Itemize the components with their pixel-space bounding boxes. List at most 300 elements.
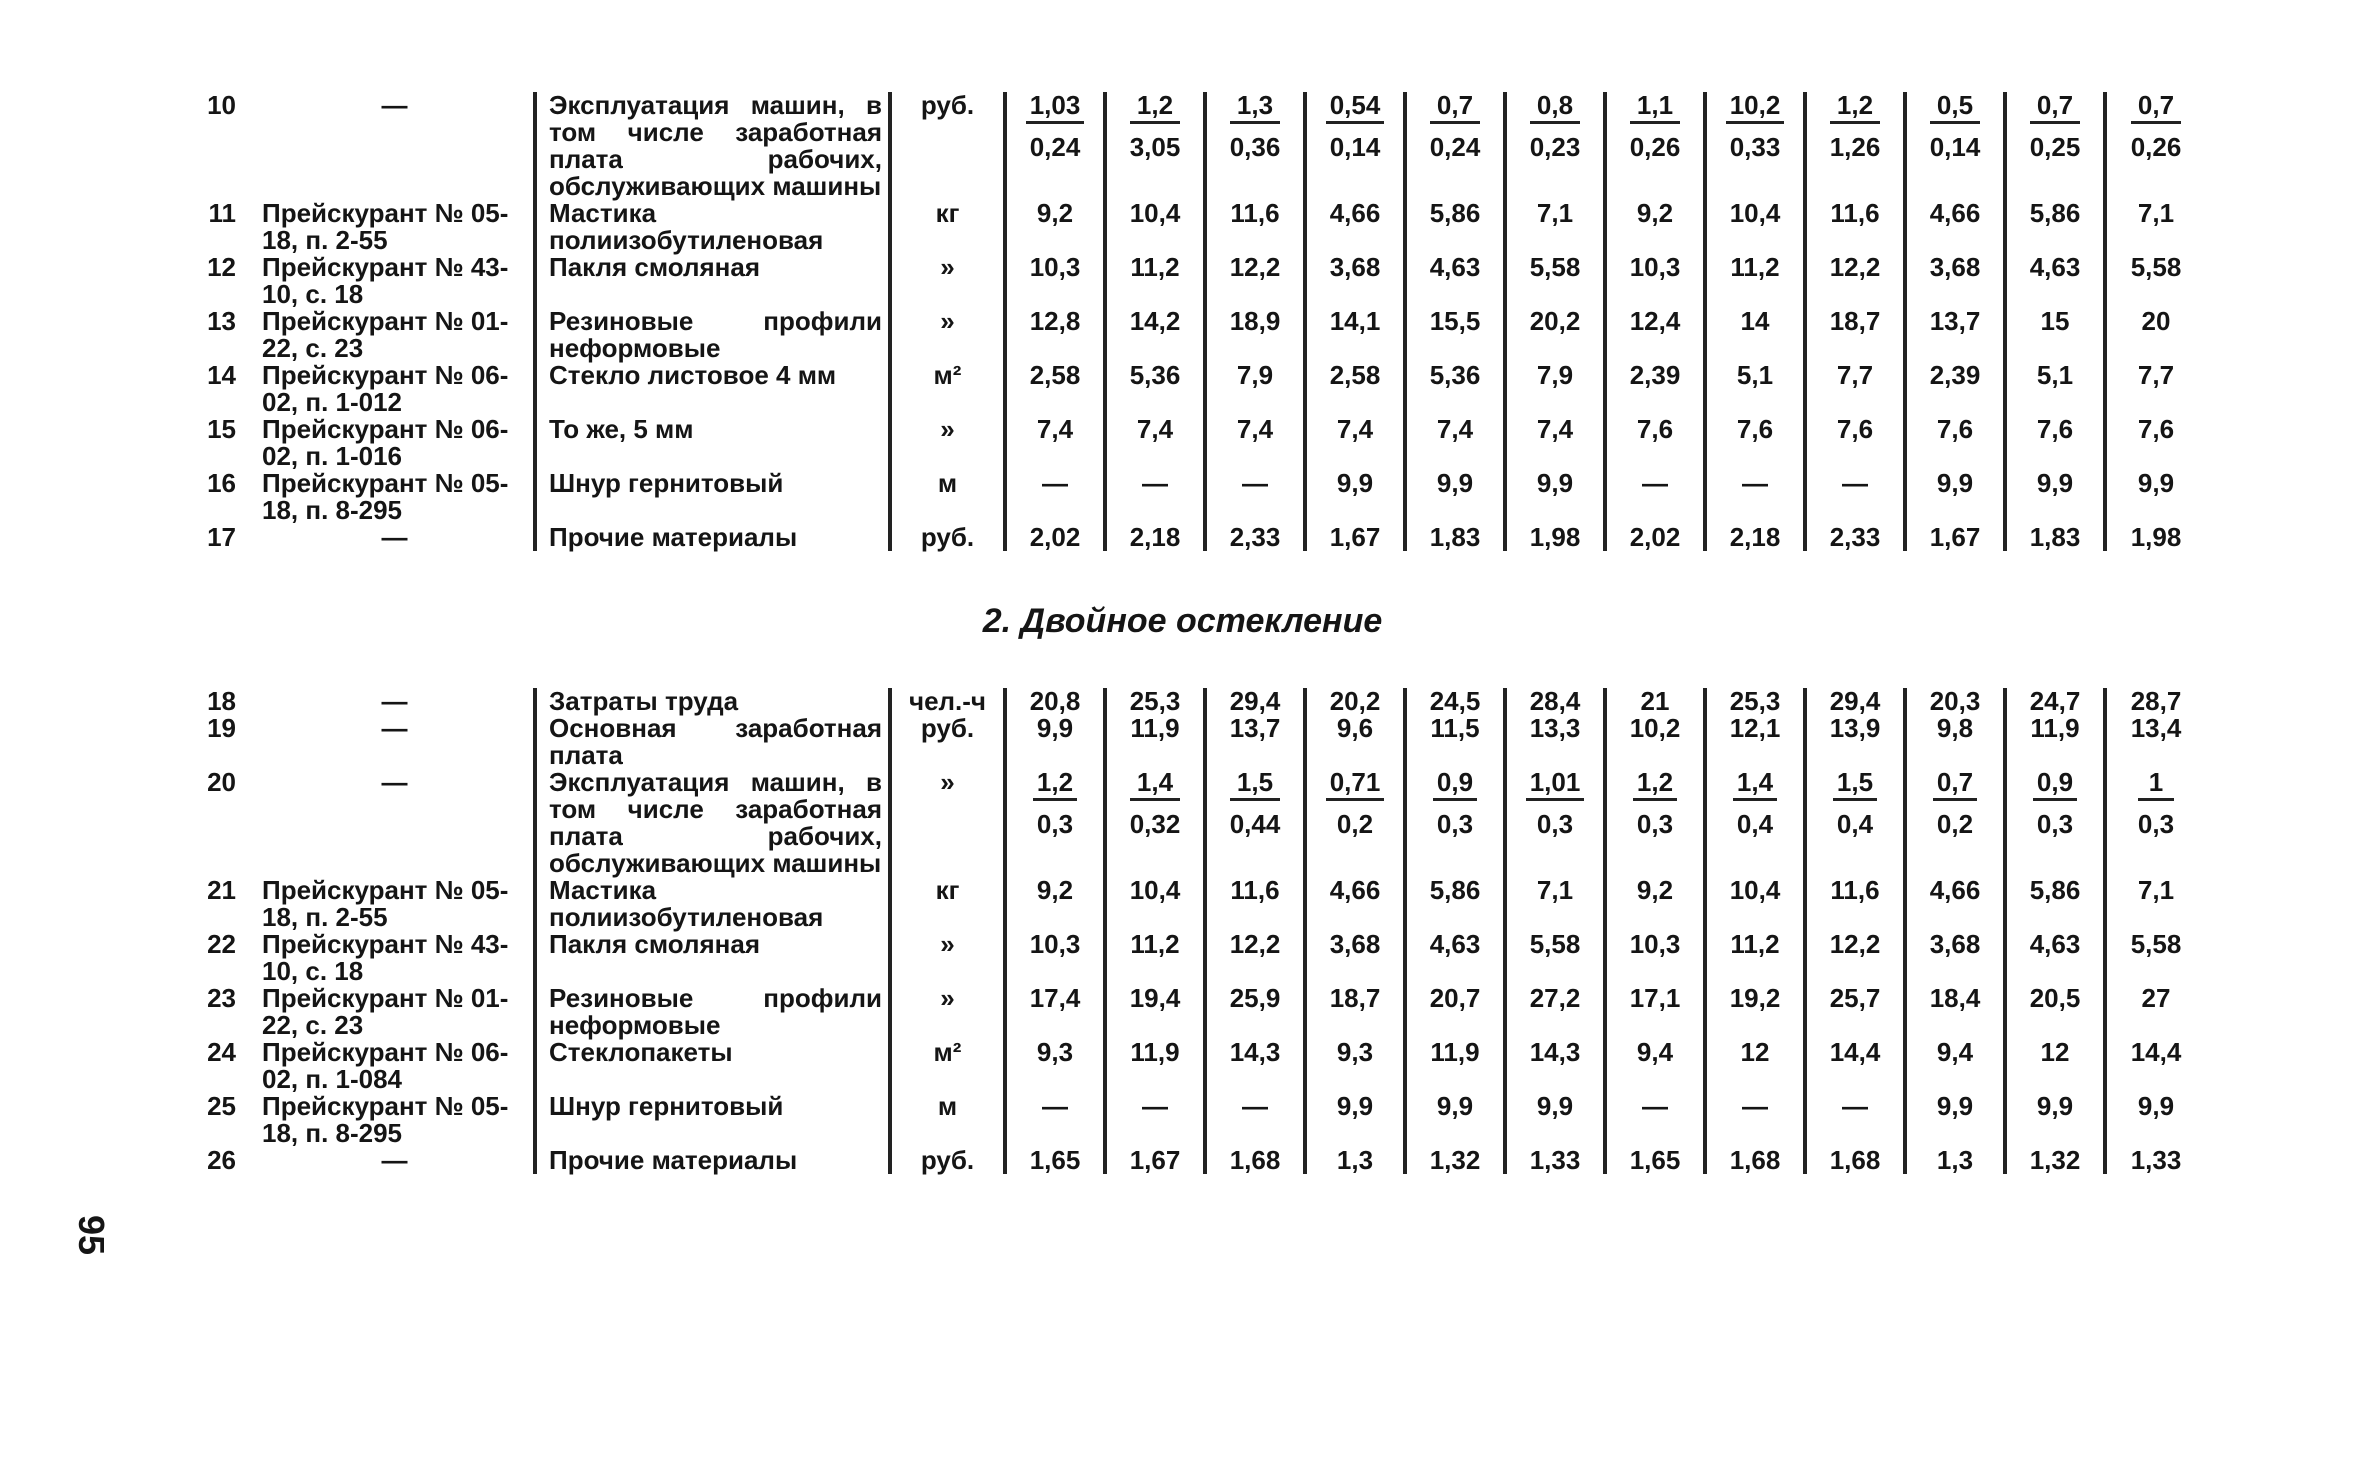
value-cell: 21 bbox=[1605, 688, 1705, 715]
value-cell: 25,7 bbox=[1805, 985, 1905, 1039]
resource-name: Резиновые профили неформовые bbox=[535, 308, 890, 362]
fraction-total: 0,54 bbox=[1326, 92, 1385, 124]
value-cell: 7,4 bbox=[1105, 416, 1205, 470]
table-row bbox=[180, 362, 2205, 416]
fraction-wage-part: 1,26 bbox=[1829, 132, 1881, 162]
value-cell: 13,3 bbox=[1505, 715, 1605, 769]
fraction-value bbox=[1530, 92, 1581, 161]
resource-name: Мастика полиизобутиленовая bbox=[535, 200, 890, 254]
value-cell: 7,1 bbox=[1505, 200, 1605, 254]
fraction-total: 1,01 bbox=[1526, 769, 1585, 801]
value-cell: 11,9 bbox=[1105, 715, 1205, 769]
fraction-wage-part: 0,36 bbox=[1229, 132, 1281, 162]
value-cell: 19,2 bbox=[1705, 985, 1805, 1039]
value-cell: 4,66 bbox=[1305, 877, 1405, 931]
value-cell: 1,67 bbox=[1905, 524, 2005, 551]
unit-of-measure: кг bbox=[890, 200, 1005, 254]
value-cell: 3,68 bbox=[1905, 931, 2005, 985]
value-cell: 14,3 bbox=[1205, 1039, 1305, 1093]
value-cell: 9,9 bbox=[1305, 470, 1405, 524]
value-cell: 11,6 bbox=[1205, 877, 1305, 931]
value-cell: 12,8 bbox=[1005, 308, 1105, 362]
fraction-value bbox=[1733, 769, 1777, 838]
row-number: 20 bbox=[207, 767, 236, 797]
value-cell: 10,4 bbox=[1105, 200, 1205, 254]
fraction-value bbox=[1933, 769, 1977, 838]
value-cell: 3,68 bbox=[1305, 931, 1405, 985]
section-title: 2. Двойное остекление bbox=[982, 602, 1383, 640]
value-cell: 9,9 bbox=[1505, 1093, 1605, 1147]
value-cell: 7,1 bbox=[1505, 877, 1605, 931]
fraction-value bbox=[1526, 769, 1585, 838]
value-cell: 13,7 bbox=[1205, 715, 1305, 769]
value-cell: 17,4 bbox=[1005, 985, 1105, 1039]
value-cell: 5,58 bbox=[1505, 254, 1605, 308]
table-row bbox=[180, 931, 2205, 985]
fraction-wage-part: 0,14 bbox=[1329, 132, 1381, 162]
value-cell: 7,4 bbox=[1305, 416, 1405, 470]
price-list-reference: Прейскурант № 43-10, с. 18 bbox=[250, 931, 535, 985]
fraction-wage-part: 0,32 bbox=[1129, 809, 1181, 839]
resource-name: Прочие материалы bbox=[535, 1147, 890, 1174]
row-number: 12 bbox=[207, 252, 236, 282]
value-cell: 1,33 bbox=[1505, 1147, 1605, 1174]
value-cell: 28,7 bbox=[2130, 686, 2182, 716]
value-cell: 11,9 bbox=[2005, 715, 2105, 769]
unit-of-measure: » bbox=[890, 308, 1005, 362]
value-cell: 7,4 bbox=[1005, 416, 1105, 470]
value-cell bbox=[1605, 769, 1705, 877]
price-list-reference: Прейскурант № 05-18, п. 2-55 bbox=[250, 877, 535, 931]
value-cell: 7,7 bbox=[2137, 360, 2175, 390]
value-cell: 12,2 bbox=[1205, 931, 1305, 985]
fraction-wage-part: 0,2 bbox=[1336, 809, 1374, 839]
value-cell: 15,5 bbox=[1405, 308, 1505, 362]
row-number: 19 bbox=[207, 713, 236, 743]
value-cell: — bbox=[1105, 1093, 1205, 1147]
value-cell: 4,63 bbox=[2005, 254, 2105, 308]
fraction-total: 1 bbox=[2138, 769, 2174, 801]
value-cell: 7,7 bbox=[1805, 362, 1905, 416]
value-cell: 12 bbox=[2005, 1039, 2105, 1093]
value-cell: 1,65 bbox=[1005, 1147, 1105, 1174]
value-cell: 5,86 bbox=[1405, 200, 1505, 254]
value-cell: 1,67 bbox=[1105, 1147, 1205, 1174]
table1-body bbox=[180, 92, 2205, 551]
unit-of-measure: » bbox=[890, 985, 1005, 1039]
row-number: 18 bbox=[207, 686, 236, 716]
value-cell: — bbox=[1705, 470, 1805, 524]
value-cell: 7,1 bbox=[2137, 875, 2175, 905]
fraction-total: 0,7 bbox=[2131, 92, 2182, 124]
value-cell bbox=[1005, 769, 1105, 877]
value-cell bbox=[1405, 92, 1505, 200]
value-cell: 1,98 bbox=[2130, 522, 2182, 552]
resource-name: Резиновые профили неформовые bbox=[535, 985, 890, 1039]
unit-of-measure: м bbox=[890, 1093, 1005, 1147]
value-cell bbox=[1805, 92, 1905, 200]
resource-name: Шнур гернитовый bbox=[535, 1093, 890, 1147]
value-cell: — bbox=[1605, 470, 1705, 524]
value-cell bbox=[1505, 92, 1605, 200]
value-cell: 5,86 bbox=[1405, 877, 1505, 931]
value-cell: 1,3 bbox=[1905, 1147, 2005, 1174]
value-cell: 12,4 bbox=[1605, 308, 1705, 362]
value-cell: 2,18 bbox=[1705, 524, 1805, 551]
fraction-total: 0,9 bbox=[2033, 769, 2077, 801]
value-cell: 9,2 bbox=[1605, 200, 1705, 254]
value-cell: 12,2 bbox=[1205, 254, 1305, 308]
value-cell bbox=[1205, 769, 1305, 877]
value-cell bbox=[1205, 92, 1305, 200]
table-row bbox=[180, 715, 2205, 769]
value-cell: 1,83 bbox=[1405, 524, 1505, 551]
value-cell: — bbox=[1205, 1093, 1305, 1147]
value-cell: 1,98 bbox=[1505, 524, 1605, 551]
fraction-wage-part: 0,25 bbox=[2029, 132, 2081, 162]
fraction-value bbox=[1930, 92, 1981, 161]
value-cell: — bbox=[1005, 470, 1105, 524]
value-cell: 9,4 bbox=[1905, 1039, 2005, 1093]
price-list-reference: Прейскурант № 06-02, п. 1-016 bbox=[250, 416, 535, 470]
fraction-wage-part: 0,3 bbox=[1636, 809, 1674, 839]
unit-of-measure: » bbox=[890, 931, 1005, 985]
resource-name: То же, 5 мм bbox=[535, 416, 890, 470]
price-list-reference: — bbox=[250, 715, 535, 769]
fraction-total: 1,2 bbox=[1830, 92, 1881, 124]
value-cell: 11,2 bbox=[1105, 254, 1205, 308]
fraction-wage-part: 0,2 bbox=[1936, 809, 1974, 839]
value-cell: 9,9 bbox=[1905, 1093, 2005, 1147]
value-cell: 1,68 bbox=[1705, 1147, 1805, 1174]
value-cell: 4,63 bbox=[1405, 931, 1505, 985]
value-cell: — bbox=[1205, 470, 1305, 524]
table-row bbox=[180, 1093, 2205, 1147]
value-cell: 9,2 bbox=[1005, 200, 1105, 254]
fraction-wage-part: 0,44 bbox=[1229, 809, 1281, 839]
fraction-total: 1,2 bbox=[1633, 769, 1677, 801]
price-list-reference: — bbox=[250, 769, 535, 877]
unit-of-measure: руб. bbox=[890, 524, 1005, 551]
fraction-value bbox=[1833, 769, 1877, 838]
unit-of-measure: » bbox=[890, 254, 1005, 308]
value-cell bbox=[1005, 92, 1105, 200]
row-number: 25 bbox=[207, 1091, 236, 1121]
value-cell: — bbox=[1105, 470, 1205, 524]
table-row bbox=[180, 769, 2205, 877]
value-cell: 1,3 bbox=[1305, 1147, 1405, 1174]
fraction-value bbox=[1326, 769, 1385, 838]
fraction-total: 1,03 bbox=[1026, 92, 1085, 124]
value-cell: 7,6 bbox=[1905, 416, 2005, 470]
fraction-wage-part: 0,3 bbox=[2036, 809, 2074, 839]
fraction-value bbox=[1130, 92, 1181, 161]
unit-of-measure: руб. bbox=[890, 1147, 1005, 1174]
value-cell: 2,33 bbox=[1805, 524, 1905, 551]
value-cell: 4,66 bbox=[1305, 200, 1405, 254]
resource-name: Стекло листовое 4 мм bbox=[535, 362, 890, 416]
fraction-value bbox=[2030, 92, 2081, 161]
price-list-reference: Прейскурант № 43-10, с. 18 bbox=[250, 254, 535, 308]
value-cell: 14,1 bbox=[1305, 308, 1405, 362]
price-list-reference: Прейскурант № 06-02, п. 1-084 bbox=[250, 1039, 535, 1093]
value-cell: 19,4 bbox=[1105, 985, 1205, 1039]
fraction-wage-part: 0,26 bbox=[2130, 132, 2182, 162]
value-cell: 5,36 bbox=[1105, 362, 1205, 416]
value-cell: 9,2 bbox=[1605, 877, 1705, 931]
value-cell: 7,6 bbox=[1605, 416, 1705, 470]
fraction-value bbox=[1630, 92, 1681, 161]
value-cell: 9,3 bbox=[1005, 1039, 1105, 1093]
row-number: 22 bbox=[207, 929, 236, 959]
value-cell: 3,68 bbox=[1305, 254, 1405, 308]
value-cell: 5,58 bbox=[1505, 931, 1605, 985]
value-cell: 9,9 bbox=[2005, 1093, 2105, 1147]
row-number: 13 bbox=[207, 306, 236, 336]
value-cell: 10,3 bbox=[1605, 254, 1705, 308]
resource-name: Затраты труда bbox=[535, 688, 890, 715]
value-cell: 15 bbox=[2005, 308, 2105, 362]
value-cell: 9,9 bbox=[1505, 470, 1605, 524]
value-cell: 29,4 bbox=[1805, 688, 1905, 715]
value-cell: 5,58 bbox=[2130, 252, 2182, 282]
value-cell: 11,2 bbox=[1705, 254, 1805, 308]
fraction-wage-part: 0,4 bbox=[1736, 809, 1774, 839]
row-number: 11 bbox=[208, 198, 236, 228]
resource-name: Прочие материалы bbox=[535, 524, 890, 551]
fraction-value bbox=[2131, 92, 2182, 161]
value-cell: 5,1 bbox=[1705, 362, 1805, 416]
row-number: 26 bbox=[207, 1145, 236, 1175]
fraction-value bbox=[1430, 92, 1481, 161]
resource-name: Мастика полиизобутиленовая bbox=[535, 877, 890, 931]
value-cell: 12,2 bbox=[1805, 931, 1905, 985]
value-cell: 4,63 bbox=[2005, 931, 2105, 985]
value-cell: 9,9 bbox=[1305, 1093, 1405, 1147]
value-cell: 2,58 bbox=[1305, 362, 1405, 416]
value-cell: 7,6 bbox=[2005, 416, 2105, 470]
page-number: 95 bbox=[71, 1215, 112, 1256]
value-cell bbox=[1905, 769, 2005, 877]
table2-body bbox=[180, 688, 2205, 1174]
value-cell: 27 bbox=[2141, 983, 2171, 1013]
value-cell: 9,9 bbox=[1405, 470, 1505, 524]
value-cell: 14 bbox=[1705, 308, 1805, 362]
fraction-value bbox=[1326, 92, 1385, 161]
fraction-total: 1,1 bbox=[1630, 92, 1681, 124]
value-cell: 1,68 bbox=[1205, 1147, 1305, 1174]
value-cell: 9,3 bbox=[1305, 1039, 1405, 1093]
row-number: 15 bbox=[207, 414, 236, 444]
price-list-reference: Прейскурант № 05-18, п. 8-295 bbox=[250, 470, 535, 524]
value-cell: 10,3 bbox=[1005, 931, 1105, 985]
norms-table-double-glazing bbox=[180, 688, 2205, 1174]
value-cell: 28,4 bbox=[1505, 688, 1605, 715]
price-list-reference: — bbox=[250, 688, 535, 715]
value-cell: — bbox=[1005, 1093, 1105, 1147]
value-cell: 20,7 bbox=[1405, 985, 1505, 1039]
fraction-total: 0,9 bbox=[1433, 769, 1477, 801]
price-list-reference: — bbox=[250, 1147, 535, 1174]
value-cell bbox=[1105, 92, 1205, 200]
value-cell: 1,32 bbox=[1405, 1147, 1505, 1174]
unit-of-measure: руб. bbox=[890, 715, 1005, 769]
price-list-reference: Прейскурант № 05-18, п. 8-295 bbox=[250, 1093, 535, 1147]
value-cell: 2,33 bbox=[1205, 524, 1305, 551]
norms-table-single-glazing bbox=[180, 92, 2205, 551]
value-cell: 10,4 bbox=[1105, 877, 1205, 931]
value-cell: 24,5 bbox=[1405, 688, 1505, 715]
fraction-wage-part: 0,33 bbox=[1729, 132, 1781, 162]
fraction-wage-part: 3,05 bbox=[1129, 132, 1181, 162]
table-row bbox=[180, 308, 2205, 362]
value-cell: — bbox=[1605, 1093, 1705, 1147]
value-cell: 1,32 bbox=[2005, 1147, 2105, 1174]
fraction-value bbox=[1433, 769, 1477, 838]
value-cell: 18,7 bbox=[1305, 985, 1405, 1039]
value-cell: 20,2 bbox=[1305, 688, 1405, 715]
fraction-total: 1,5 bbox=[1833, 769, 1877, 801]
fraction-total: 1,4 bbox=[1130, 769, 1181, 801]
value-cell bbox=[2105, 769, 2205, 877]
value-cell: 29,4 bbox=[1205, 688, 1305, 715]
fraction-total: 0,7 bbox=[1933, 769, 1977, 801]
value-cell: 5,58 bbox=[2130, 929, 2182, 959]
value-cell: 11,9 bbox=[1105, 1039, 1205, 1093]
value-cell: 2,02 bbox=[1605, 524, 1705, 551]
table-row bbox=[180, 1039, 2205, 1093]
value-cell bbox=[2105, 92, 2205, 200]
value-cell: 7,9 bbox=[1205, 362, 1305, 416]
table-row bbox=[180, 416, 2205, 470]
fraction-value bbox=[2033, 769, 2077, 838]
fraction-total: 0,7 bbox=[2030, 92, 2081, 124]
value-cell: 18,9 bbox=[1205, 308, 1305, 362]
value-cell: 5,36 bbox=[1405, 362, 1505, 416]
price-list-reference: — bbox=[250, 92, 535, 200]
value-cell: 2,39 bbox=[1605, 362, 1705, 416]
value-cell: 2,02 bbox=[1005, 524, 1105, 551]
fraction-total: 1,2 bbox=[1130, 92, 1181, 124]
resource-name: Основная заработная плата bbox=[535, 715, 890, 769]
row-number: 10 bbox=[207, 90, 236, 120]
value-cell: — bbox=[1805, 470, 1905, 524]
table-row bbox=[180, 92, 2205, 200]
value-cell: 10,2 bbox=[1605, 715, 1705, 769]
fraction-total: 1,3 bbox=[1230, 92, 1281, 124]
value-cell: 7,6 bbox=[1705, 416, 1805, 470]
value-cell: 20,5 bbox=[2005, 985, 2105, 1039]
value-cell: 12,2 bbox=[1805, 254, 1905, 308]
value-cell: 1,68 bbox=[1805, 1147, 1905, 1174]
value-cell: 14,3 bbox=[1505, 1039, 1605, 1093]
row-number: 17 bbox=[207, 522, 236, 552]
value-cell: 27,2 bbox=[1505, 985, 1605, 1039]
value-cell: 2,39 bbox=[1905, 362, 2005, 416]
fraction-total: 0,8 bbox=[1530, 92, 1581, 124]
value-cell: 25,3 bbox=[1105, 688, 1205, 715]
value-cell: 25,9 bbox=[1205, 985, 1305, 1039]
resource-name: Эксплуатация машин, в том числе заработная плата рабочих, обслуживающих машины bbox=[535, 92, 890, 200]
price-list-reference: Прейскурант № 05-18, п. 2-55 bbox=[250, 200, 535, 254]
value-cell: 9,9 bbox=[1005, 715, 1105, 769]
value-cell: 20 bbox=[2141, 306, 2171, 336]
fraction-total: 0,7 bbox=[1430, 92, 1481, 124]
fraction-wage-part: 0,3 bbox=[1036, 809, 1074, 839]
fraction-wage-part: 0,3 bbox=[1536, 809, 1574, 839]
fraction-total: 1,4 bbox=[1733, 769, 1777, 801]
value-cell: 11,9 bbox=[1405, 1039, 1505, 1093]
resource-name: Шнур гернитовый bbox=[535, 470, 890, 524]
table-row bbox=[180, 688, 2205, 715]
value-cell: 9,4 bbox=[1605, 1039, 1705, 1093]
resource-name: Пакля смоляная bbox=[535, 931, 890, 985]
value-cell: 9,9 bbox=[1405, 1093, 1505, 1147]
fraction-total: 0,5 bbox=[1930, 92, 1981, 124]
value-cell: 11,2 bbox=[1705, 931, 1805, 985]
value-cell bbox=[1405, 769, 1505, 877]
value-cell bbox=[1305, 92, 1405, 200]
value-cell: 2,58 bbox=[1005, 362, 1105, 416]
value-cell: 18,7 bbox=[1805, 308, 1905, 362]
value-cell: 9,9 bbox=[1905, 470, 2005, 524]
fraction-wage-part: 0,14 bbox=[1929, 132, 1981, 162]
value-cell: 7,6 bbox=[2137, 414, 2175, 444]
value-cell: 13,7 bbox=[1905, 308, 2005, 362]
fraction-wage-part: 0,3 bbox=[2137, 809, 2175, 839]
value-cell: 9,6 bbox=[1305, 715, 1405, 769]
fraction-value bbox=[1033, 769, 1077, 838]
fraction-total: 1,5 bbox=[1230, 769, 1281, 801]
value-cell: 7,6 bbox=[1805, 416, 1905, 470]
value-cell: 5,86 bbox=[2005, 200, 2105, 254]
row-number: 14 bbox=[207, 360, 236, 390]
value-cell: 14,2 bbox=[1105, 308, 1205, 362]
price-list-reference: — bbox=[250, 524, 535, 551]
value-cell: 9,9 bbox=[2137, 468, 2175, 498]
fraction-wage-part: 0,23 bbox=[1529, 132, 1581, 162]
value-cell: 4,63 bbox=[1405, 254, 1505, 308]
value-cell: 10,4 bbox=[1705, 877, 1805, 931]
table-row bbox=[180, 1147, 2205, 1174]
price-list-reference: Прейскурант № 06-02, п. 1-012 bbox=[250, 362, 535, 416]
fraction-value bbox=[1830, 92, 1881, 161]
table-row bbox=[180, 200, 2205, 254]
value-cell: 13,4 bbox=[2130, 713, 2182, 743]
fraction-value bbox=[2138, 769, 2174, 838]
value-cell: 7,1 bbox=[2137, 198, 2175, 228]
row-number: 23 bbox=[207, 983, 236, 1013]
value-cell: 1,83 bbox=[2005, 524, 2105, 551]
value-cell: 11,5 bbox=[1405, 715, 1505, 769]
value-cell: 7,4 bbox=[1505, 416, 1605, 470]
resource-name: Эксплуатация машин, в том числе заработная плата рабочих, обслуживающих машины bbox=[535, 769, 890, 877]
value-cell: 13,9 bbox=[1805, 715, 1905, 769]
value-cell: 4,66 bbox=[1905, 200, 2005, 254]
table-row bbox=[180, 254, 2205, 308]
value-cell: 11,2 bbox=[1105, 931, 1205, 985]
value-cell: 4,66 bbox=[1905, 877, 2005, 931]
unit-of-measure: м² bbox=[890, 1039, 1005, 1093]
fraction-value bbox=[1230, 769, 1281, 838]
resource-name: Пакля смоляная bbox=[535, 254, 890, 308]
value-cell: 3,68 bbox=[1905, 254, 2005, 308]
value-cell: 24,7 bbox=[2005, 688, 2105, 715]
value-cell: 14,4 bbox=[2130, 1037, 2182, 1067]
fraction-wage-part: 0,3 bbox=[1436, 809, 1474, 839]
fraction-value bbox=[1633, 769, 1677, 838]
value-cell bbox=[1505, 769, 1605, 877]
